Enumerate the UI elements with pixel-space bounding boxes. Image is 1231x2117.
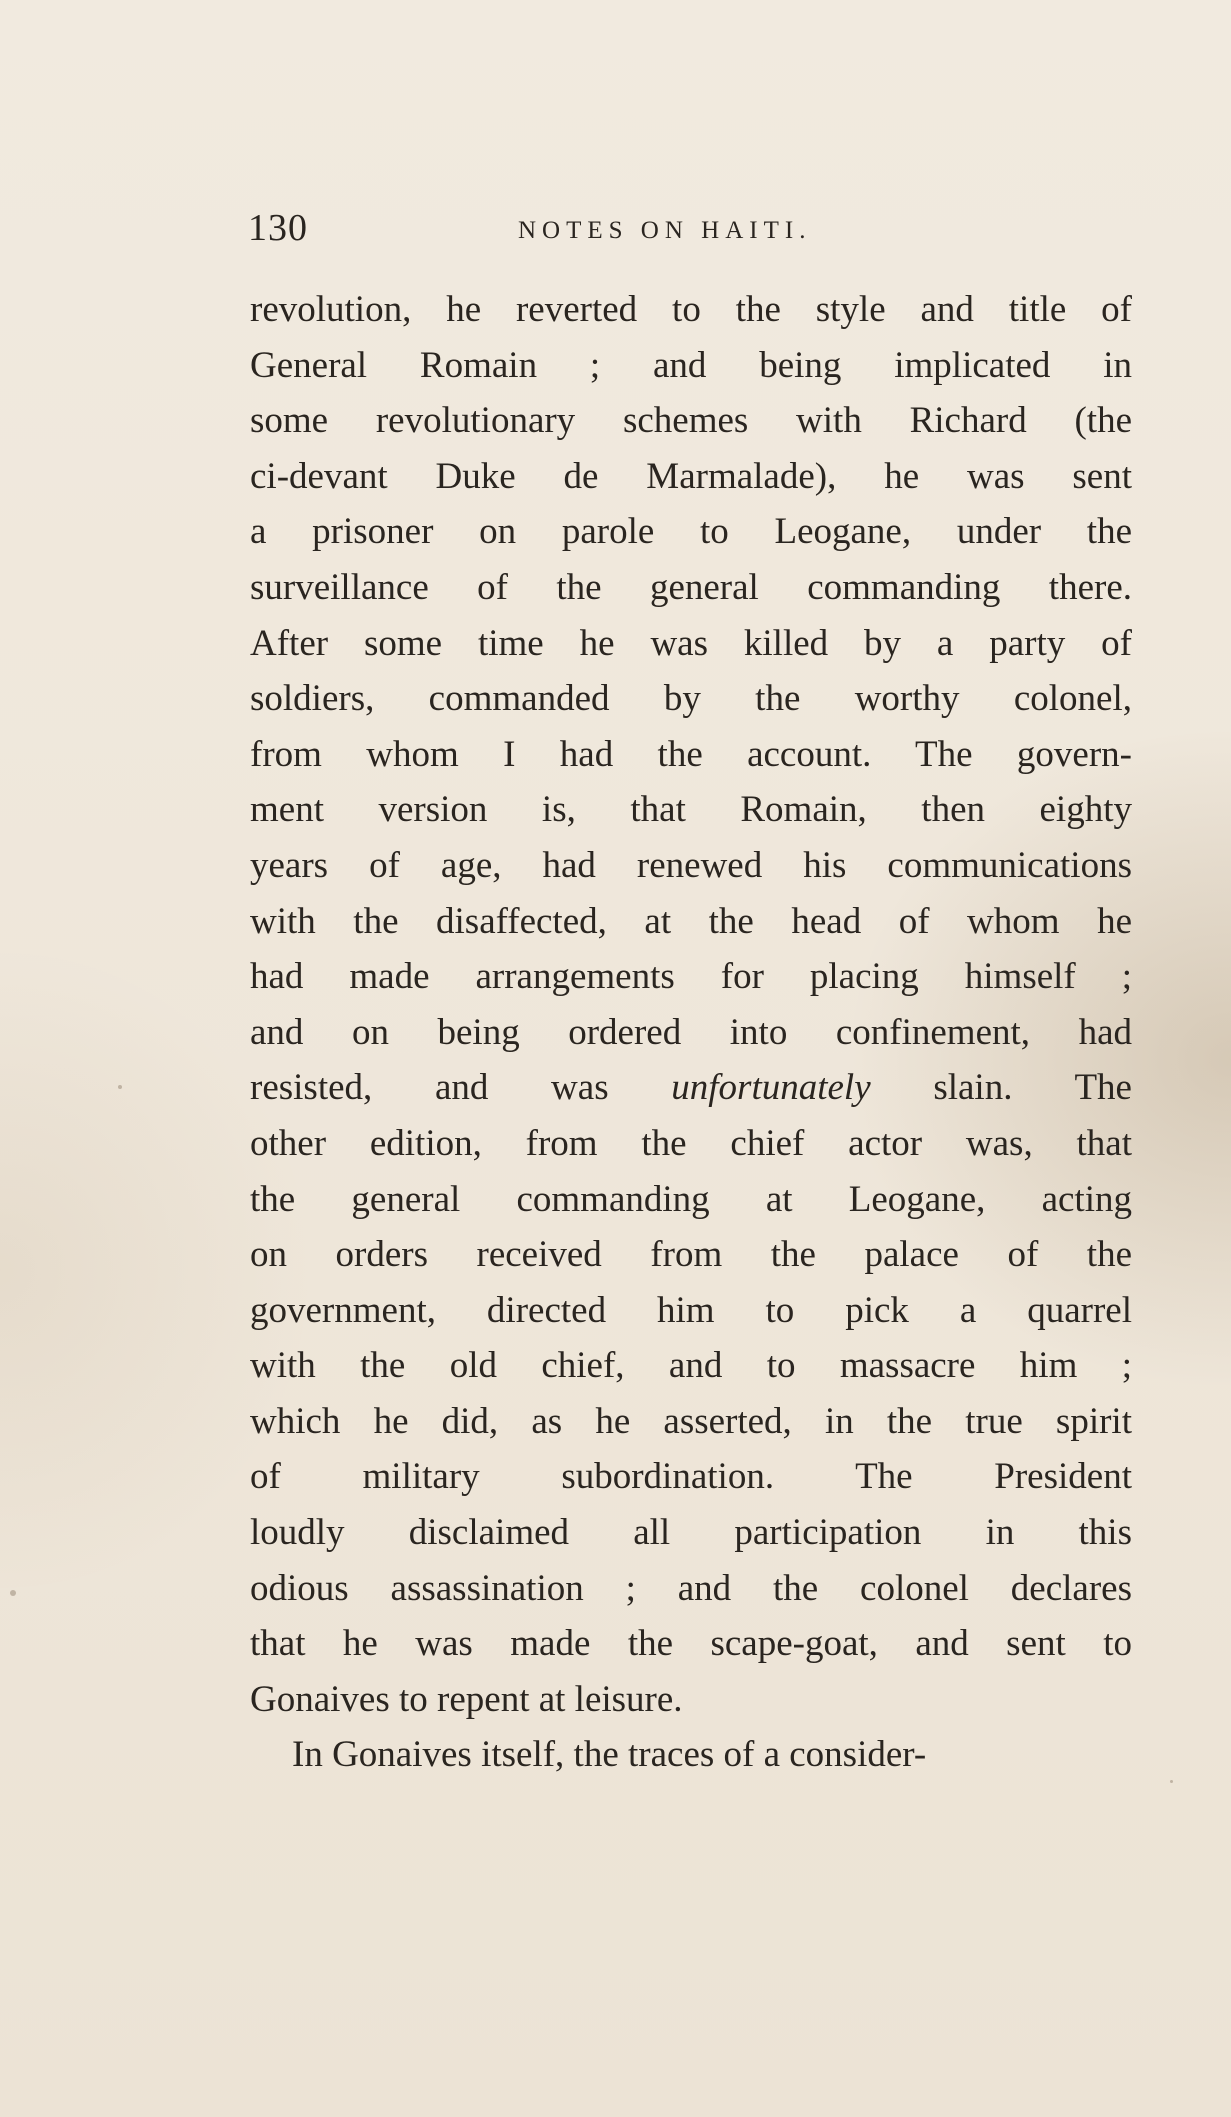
text-line: the general commanding at Leogane, acting	[250, 1178, 1132, 1220]
text-line: some revolutionary schemes with Richard (the	[250, 400, 1132, 442]
text-line: ci-devant Duke de Marmalade), he was sent	[250, 455, 1132, 497]
italic-word: unfortunately	[671, 1067, 871, 1109]
text-segment: slain. The	[870, 1067, 1132, 1109]
text-line: surveillance of the general commanding there.	[250, 566, 1132, 608]
page-heading: NOTES ON HAITI.	[518, 217, 812, 244]
text-line: that he was made the scape-goat, and sent to	[250, 1623, 1132, 1665]
text-line: After some time he was killed by a party of	[250, 622, 1132, 664]
text-line: and on being ordered into confinement, had	[250, 1011, 1132, 1053]
text-line: revolution, he reverted to the style and title of	[250, 289, 1132, 330]
running-head	[248, 203, 1128, 253]
text-line-emphasis	[250, 1060, 1132, 1116]
text-line: of military subordination. The President	[250, 1456, 1132, 1498]
text-line: ment version is, that Romain, then eighty	[250, 789, 1132, 831]
text-line: on orders received from the palace of the	[250, 1234, 1132, 1276]
text-line: Gonaives to repent at leisure.	[250, 1678, 683, 1720]
text-line: soldiers, commanded by the worthy colonel,	[250, 678, 1132, 720]
text-line: a prisoner on parole to Leogane, under the	[250, 511, 1132, 553]
text-line: years of age, had renewed his communications	[250, 844, 1132, 886]
text-line: with the old chief, and to massacre him ;	[250, 1345, 1132, 1387]
paragraph-start-line: In Gonaives itself, the traces of a consider-	[292, 1734, 927, 1776]
text-line: had made arrangements for placing himself ;	[250, 956, 1132, 998]
text-line: which he did, as he asserted, in the true spirit	[250, 1400, 1132, 1442]
body-text	[250, 282, 1132, 1783]
text-line: General Romain ; and being implicated in	[250, 344, 1132, 386]
text-line: loudly disclaimed all participation in this	[250, 1512, 1132, 1554]
text-line: with the disaffected, at the head of whom he	[250, 900, 1132, 942]
text-line: government, directed him to pick a quarrel	[250, 1289, 1132, 1331]
paper-speck	[118, 1085, 122, 1089]
text-segment: resisted, and was	[250, 1067, 672, 1109]
text-line: other edition, from the chief actor was, that	[250, 1122, 1132, 1164]
page-number: 130	[248, 207, 308, 249]
paper-speck	[1170, 1780, 1173, 1783]
text-line: from whom I had the account. The govern-	[250, 733, 1132, 775]
paper-speck	[10, 1590, 16, 1596]
text-line: odious assassination ; and the colonel declares	[250, 1567, 1132, 1609]
